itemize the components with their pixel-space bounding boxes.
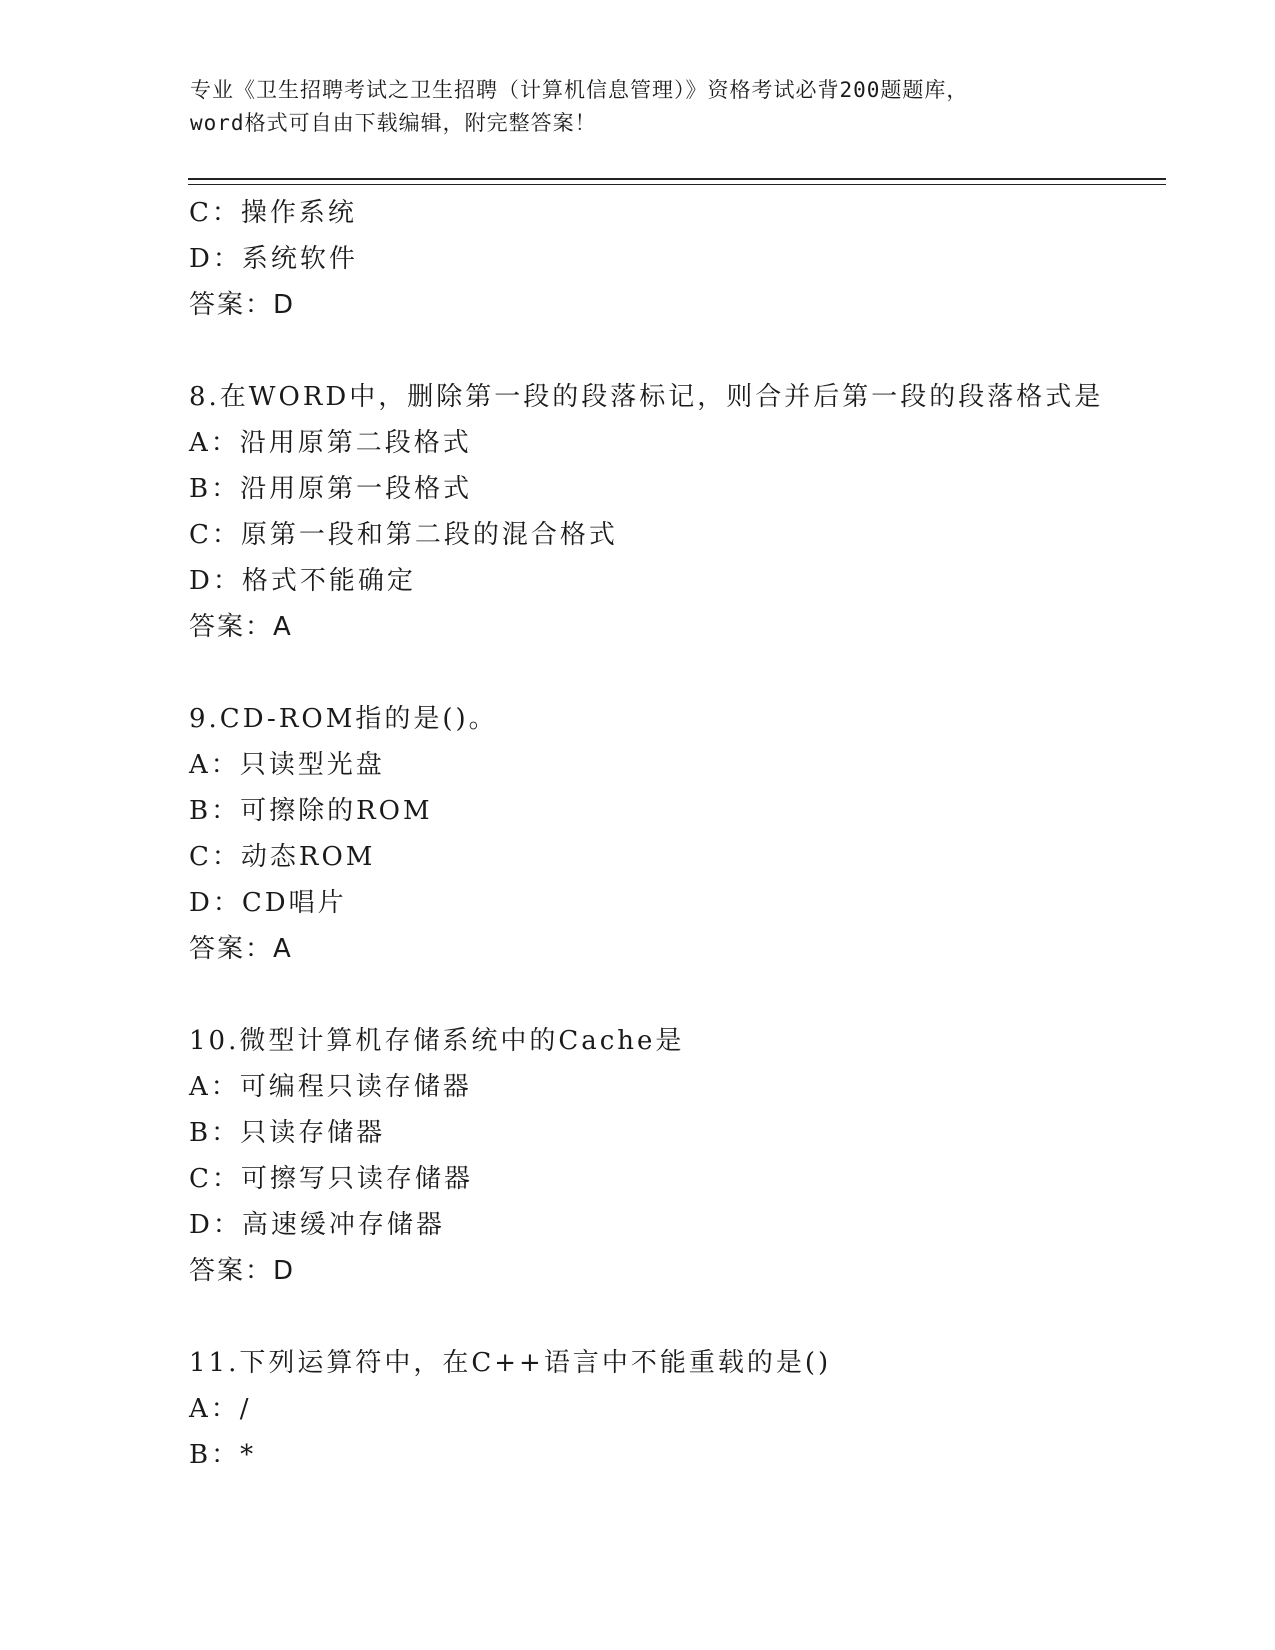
option-b: B：* [189,1440,257,1470]
option-c: C：操作系统 [189,198,357,228]
document-header [190,74,1090,140]
header-rule-bottom [188,184,1166,185]
question-text: 9.CD-ROM指的是()。 [189,704,498,734]
question-9 [189,696,1149,972]
question-text: 10.微型计算机存储系统中的Cache是 [189,1026,685,1056]
question-7-continued [189,190,1149,328]
header-rule-top [188,178,1166,180]
option-a: A：可编程只读存储器 [189,1072,472,1102]
option-a: A：沿用原第二段格式 [189,428,472,458]
header-line-2: word格式可自由下载编辑，附完整答案！ [190,111,597,135]
question-8 [189,374,1149,650]
option-c: C：原第一段和第二段的混合格式 [189,520,618,550]
question-text: 8.在WORD中，删除第一段的段落标记，则合并后第一段的段落格式是 [189,382,1104,412]
option-b: B：只读存储器 [189,1118,386,1148]
option-c: C：可擦写只读存储器 [189,1164,473,1194]
question-11 [189,1340,1149,1478]
header-line-1: 专业《卫生招聘考试之卫生招聘（计算机信息管理）》资格考试必背200题题库， [190,78,969,102]
answer: 答案：A [189,612,293,642]
answer: 答案：D [189,1256,296,1286]
option-a: A：/ [189,1394,252,1424]
option-c: C：动态ROM [189,842,376,872]
question-list [189,190,1149,1524]
option-a: A：只读型光盘 [189,750,385,780]
question-text: 11.下列运算符中，在C++语言中不能重载的是() [189,1348,832,1378]
option-d: D：高速缓冲存储器 [189,1210,445,1240]
option-d: D：系统软件 [189,244,358,274]
option-d: D：格式不能确定 [189,566,416,596]
answer: 答案：D [189,290,296,320]
question-10 [189,1018,1149,1294]
option-b: B：可擦除的ROM [189,796,433,826]
option-d: D：CD唱片 [189,888,347,918]
option-b: B：沿用原第一段格式 [189,474,473,504]
answer: 答案：A [189,934,293,964]
